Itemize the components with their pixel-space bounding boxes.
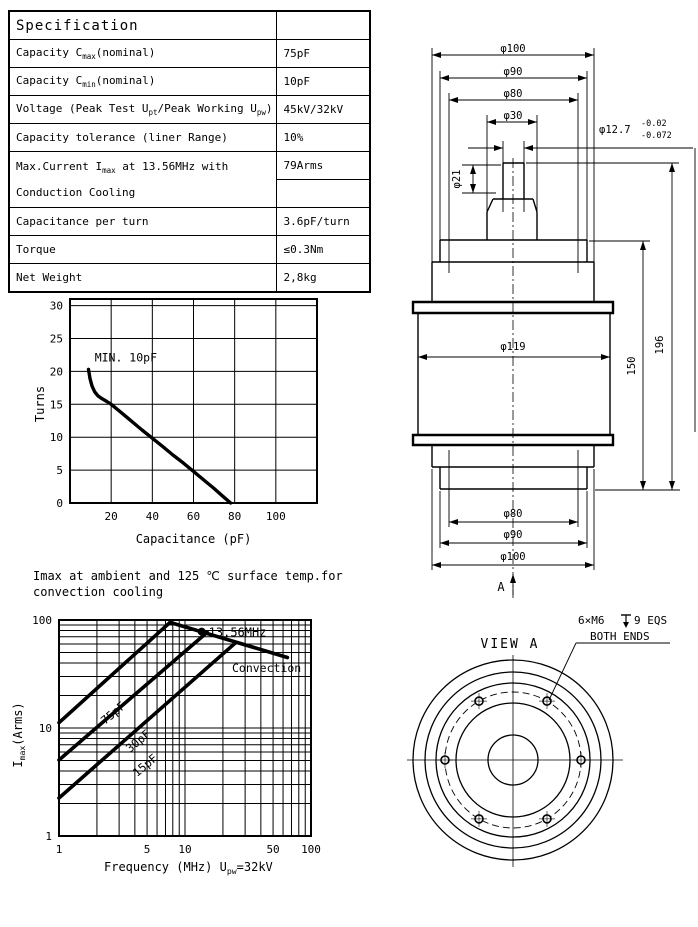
y-tick-label: 30 xyxy=(49,299,63,313)
marker-dot xyxy=(198,628,206,636)
table-row xyxy=(9,40,370,68)
dim-phi30: φ30 xyxy=(503,110,523,122)
series-label-Convection: Convection xyxy=(231,661,302,676)
table-row xyxy=(9,264,370,293)
marker-label: 13.56MHz xyxy=(208,625,267,640)
spec-value-cell xyxy=(276,180,370,208)
dim-phi119: φ119 xyxy=(500,341,526,353)
y-tick-label: 10 xyxy=(49,431,63,445)
x-tick-label: 40 xyxy=(145,510,159,523)
capacitor-outline xyxy=(418,163,610,489)
spec-label-cell: Net Weight xyxy=(9,264,276,293)
x-tick-label: 100 xyxy=(265,510,286,523)
callout-depth: 9 EQS xyxy=(634,614,668,627)
table-row xyxy=(9,124,370,152)
spec-label-cell: Torque xyxy=(9,236,276,264)
y-tick-label: 25 xyxy=(49,332,63,346)
y-tick-label: 100 xyxy=(32,614,52,627)
table-row xyxy=(9,208,370,236)
spec-label-cell: Capacity tolerance (liner Range) xyxy=(9,124,276,152)
y-tick-label: 10 xyxy=(38,722,52,735)
spec-title-empty-cell xyxy=(276,11,370,40)
spec-value-cell: 45kV/32kV xyxy=(276,96,370,124)
x-tick-label: 60 xyxy=(186,510,201,523)
y-tick-label: 5 xyxy=(56,464,63,478)
x-tick-label: 5 xyxy=(143,843,151,856)
spec-table xyxy=(8,10,371,293)
y-tick-label: 0 xyxy=(56,497,63,510)
spec-label-cell: Capacity $C_{max}(nominal)$ xyxy=(9,40,276,68)
callout-qty: 6×M6 xyxy=(578,614,605,627)
x-tick-label: 1 xyxy=(55,843,63,856)
view-direction-label: A xyxy=(497,580,505,594)
spec-value-cell: 75pF xyxy=(276,40,370,68)
y-axis-title: Turns xyxy=(33,385,47,423)
spec-value-cell: 2,8kg xyxy=(276,264,370,293)
x-tick-label: 10 xyxy=(178,843,192,856)
dim-phi21: φ21 xyxy=(451,169,463,189)
dim-phi100-bottom: φ100 xyxy=(500,551,526,563)
y-tick-label: 1 xyxy=(45,830,52,843)
thread-depth-icon xyxy=(621,615,631,628)
dim-phi12-7-tol-upper: -0.02 xyxy=(641,119,667,129)
chart-title-line1: Imax at ambient and 125 ℃ surface temp.for xyxy=(33,569,343,583)
spec-value-cell: 10% xyxy=(276,124,370,152)
dim-phi90-bottom: φ90 xyxy=(503,529,523,541)
table-row xyxy=(9,96,370,124)
series-label-30pF: 30pF xyxy=(122,726,154,756)
dim-phi12-7: φ12.7 xyxy=(599,124,631,136)
dim-150: 150 xyxy=(626,356,638,376)
dim-phi12-7-tol-lower: -0.072 xyxy=(641,131,672,141)
dim-196: 196 xyxy=(654,335,666,355)
table-header-row xyxy=(9,11,370,40)
spec-value-cell: ≤0.3Nm xyxy=(276,236,370,264)
dim-phi100-top: φ100 xyxy=(500,43,526,55)
y-tick-label: 15 xyxy=(49,398,63,412)
y-tick-label: 20 xyxy=(49,365,63,379)
view-a-drawing xyxy=(400,600,698,927)
x-axis-title: Frequency (MHz) $U_{pw}=32kV$ xyxy=(104,860,273,876)
x-axis-title: Capacitance (pF) xyxy=(135,532,252,546)
series-label-15pF: 15pF xyxy=(129,751,161,780)
spec-value-cell: 3.6pF/turn xyxy=(276,208,370,236)
x-tick-label: 100 xyxy=(301,843,321,856)
spec-label-cell: Max.Current $I_{max}$ at 13.56MHz with Conduction Cooling xyxy=(9,152,276,208)
spec-value-cell: 79Arms xyxy=(276,152,370,180)
turns-vs-capacitance-chart xyxy=(0,290,360,558)
spec-label-cell: Capacitance per turn xyxy=(9,208,276,236)
spec-title: Specification xyxy=(9,11,276,40)
y-axis-title: $I_{max}(Arms)$ xyxy=(11,702,27,768)
callout-leader xyxy=(549,643,576,700)
x-tick-label: 80 xyxy=(228,510,242,523)
annotation: MIN. 10pF xyxy=(94,350,158,365)
dim-phi80-bottom: φ80 xyxy=(503,508,523,520)
view-a-title: VIEW A xyxy=(480,637,540,652)
imax-vs-frequency-chart xyxy=(0,560,360,900)
callout-both-ends: BOTH ENDS xyxy=(590,630,650,643)
spec-label-cell: Voltage (Peak Test $U_{pt}$/Peak Working $U_{pw}$) xyxy=(9,96,276,124)
dim-phi80-top: φ80 xyxy=(503,88,523,100)
series-label-75pF: 75pF xyxy=(97,698,129,728)
table-row xyxy=(9,68,370,96)
table-row xyxy=(9,236,370,264)
dim-phi90-top: φ90 xyxy=(503,66,523,78)
capacitor-front-view-drawing xyxy=(400,20,698,600)
table-row xyxy=(9,152,370,180)
x-tick-label: 20 xyxy=(104,510,118,523)
spec-label-cell: Capacity $C_{min}(nominal)$ xyxy=(9,68,276,96)
series-turns-curve xyxy=(89,369,231,503)
chart-title-line2: convection cooling xyxy=(33,585,164,599)
x-tick-label: 50 xyxy=(266,843,280,856)
spec-value-cell: 10pF xyxy=(276,68,370,96)
